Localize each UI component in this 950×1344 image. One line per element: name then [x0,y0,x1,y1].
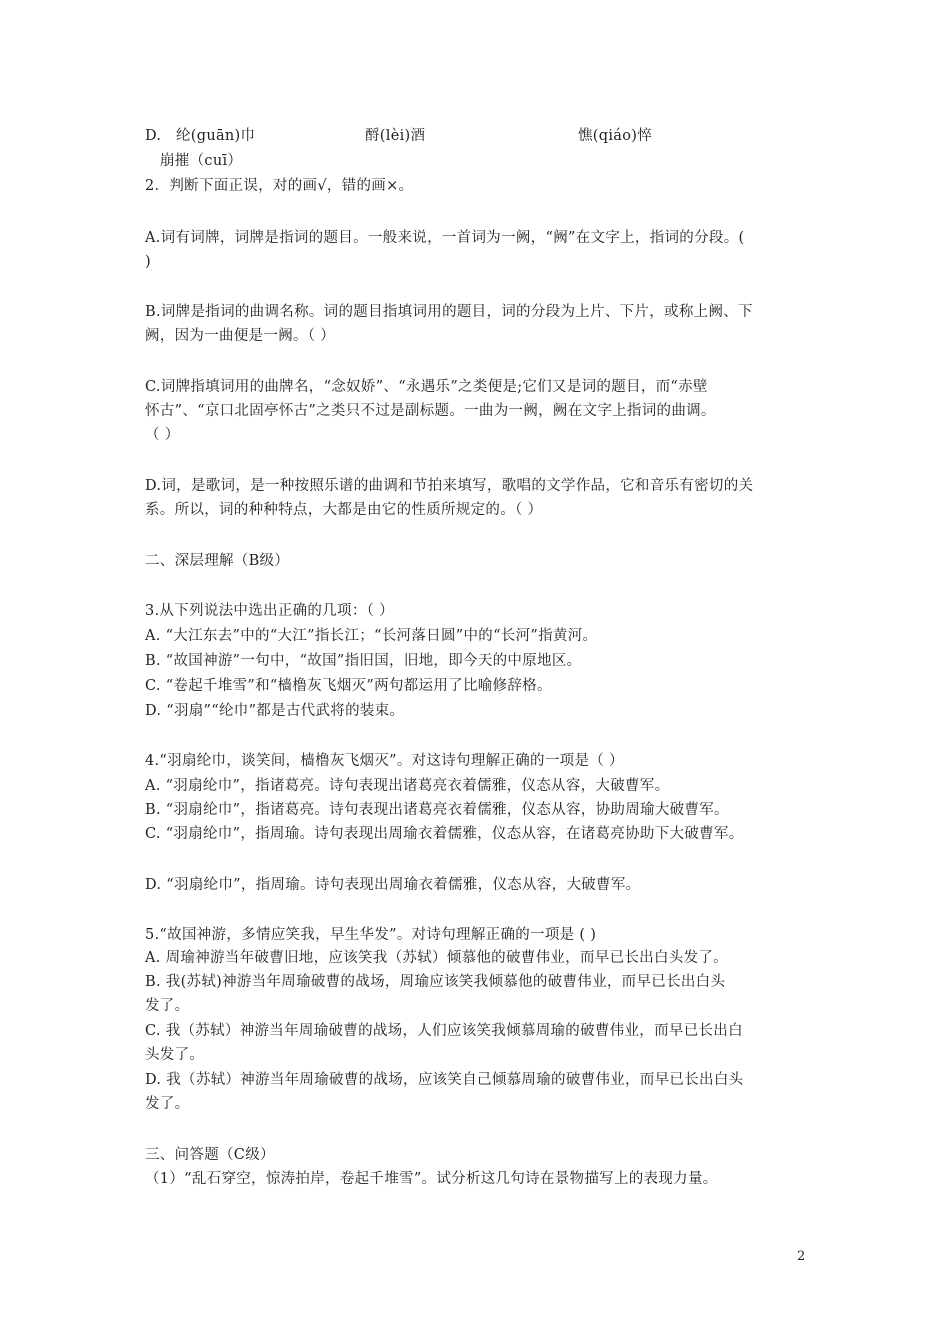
q5-option-a: A. 周瑜神游当年破曹旧地，应该笑我（苏轼）倾慕他的破曹伟业，而早已长出白头发了。 [145,950,728,966]
q2-option-c-line2: 怀古”、“京口北固亭怀古”之类只不过是副标题。一曲为一阙，阙在文字上指词的曲调。 [145,403,716,419]
q2-option-a-line1: A.词有词牌，词牌是指词的题目。一般来说，一首词为一阙，“阙”在文字上，指词的分段。( [145,230,745,246]
q5-option-c-line2: 头发了。 [145,1047,205,1063]
q5-stem: 5.“故国神游，多情应笑我，早生华发”。对诗句理解正确的一项是 ( ) [145,927,597,943]
q2-option-d-line1: D.词，是歌词，是一种按照乐谱的曲调和节拍来填写，歌唱的文学作品，它和音乐有密切的关 [145,478,754,494]
q3-option-d: D. “羽扇”“纶巾”都是古代武将的装束。 [145,703,405,719]
q5-option-d-line2: 发了。 [145,1096,190,1112]
q2-option-a-line2: ) [145,254,151,270]
section-heading-c: 三、问答题（C级） [145,1147,275,1163]
q4-option-c: C. “羽扇纶巾”，指周瑜。诗句表现出周瑜衣着儒雅，仪态从容，在诸葛亮协助下大破曹军。 [145,826,744,842]
q5-option-c-line1: C. 我（苏轼）神游当年周瑜破曹的战场，人们应该笑我倾慕周瑜的破曹伟业，而早已长出白 [145,1023,743,1039]
q2-option-b-line1: B.词牌是指词的曲调名称。词的题目指填词用的题目，词的分段为上片、下片，或称上阙、下 [145,304,753,320]
q5-option-d-line1: D. 我（苏轼）神游当年周瑜破曹的战场，应该笑自己倾慕周瑜的破曹伟业，而早已长出白头 [145,1072,744,1088]
option-word-3: 憔(qiáo)悴 [578,128,653,144]
q6-prompt: （1）“乱石穿空，惊涛拍岸，卷起千堆雪”。试分析这几句诗在景物描写上的表现力量。 [145,1171,718,1187]
option-word-1: 纶(guān)巾 [176,128,256,144]
q4-option-b: B. “羽扇纶巾”，指诸葛亮。诗句表现出诸葛亮衣着儒雅，仪态从容，协助周瑜大破曹军。 [145,802,729,818]
q5-option-b-line2: 发了。 [145,998,190,1014]
q4-option-a: A. “羽扇纶巾”，指诸葛亮。诗句表现出诸葛亮衣着儒雅，仪态从容，大破曹军。 [145,778,670,794]
q4-option-d: D. “羽扇纶巾”，指周瑜。诗句表现出周瑜衣着儒雅，仪态从容，大破曹军。 [145,877,641,893]
q2-option-c-line1: C.词牌指填词用的曲牌名，“念奴娇”、“永遇乐”之类便是;它们又是词的题目，而“赤壁 [145,379,708,395]
q3-stem: 3.从下列说法中选出正确的几项：（ ） [145,603,394,619]
q4-stem: 4.“羽扇纶巾，谈笑间，樯橹灰飞烟灭”。对这诗句理解正确的一项是（ ） [145,753,624,769]
option-label: D. [145,128,162,144]
q3-option-b: B. “故国神游”一句中，“故国”指旧国，旧地，即今天的中原地区。 [145,653,582,669]
q2-option-c-line3: （ ） [145,427,180,443]
q2-option-d-line2: 系。所以，词的种种特点，大都是由它的性质所规定的。（ ） [145,502,543,518]
q3-option-a: A. “大江东去”中的“大江”指长江；“长河落日圆”中的“长河”指黄河。 [145,628,598,644]
option-word-2: 酹(lèi)酒 [365,128,426,144]
section-heading-b: 二、深层理解（B级） [145,553,290,569]
q3-option-c: C. “卷起千堆雪”和“樯橹灰飞烟灭”两句都运用了比喻修辞格。 [145,678,552,694]
q5-option-b-line1: B. 我(苏轼)神游当年周瑜破曹的战场，周瑜应该笑我倾慕他的破曹伟业，而早已长出白头 [145,974,726,990]
option-word-4: 崩摧（cuī） [160,153,243,169]
q2-stem: 2．判断下面正误，对的画√，错的画×。 [145,178,414,194]
q2-option-b-line2: 阙，因为一曲便是一阙。（ ） [145,328,336,344]
page-number: 2 [797,1249,806,1264]
